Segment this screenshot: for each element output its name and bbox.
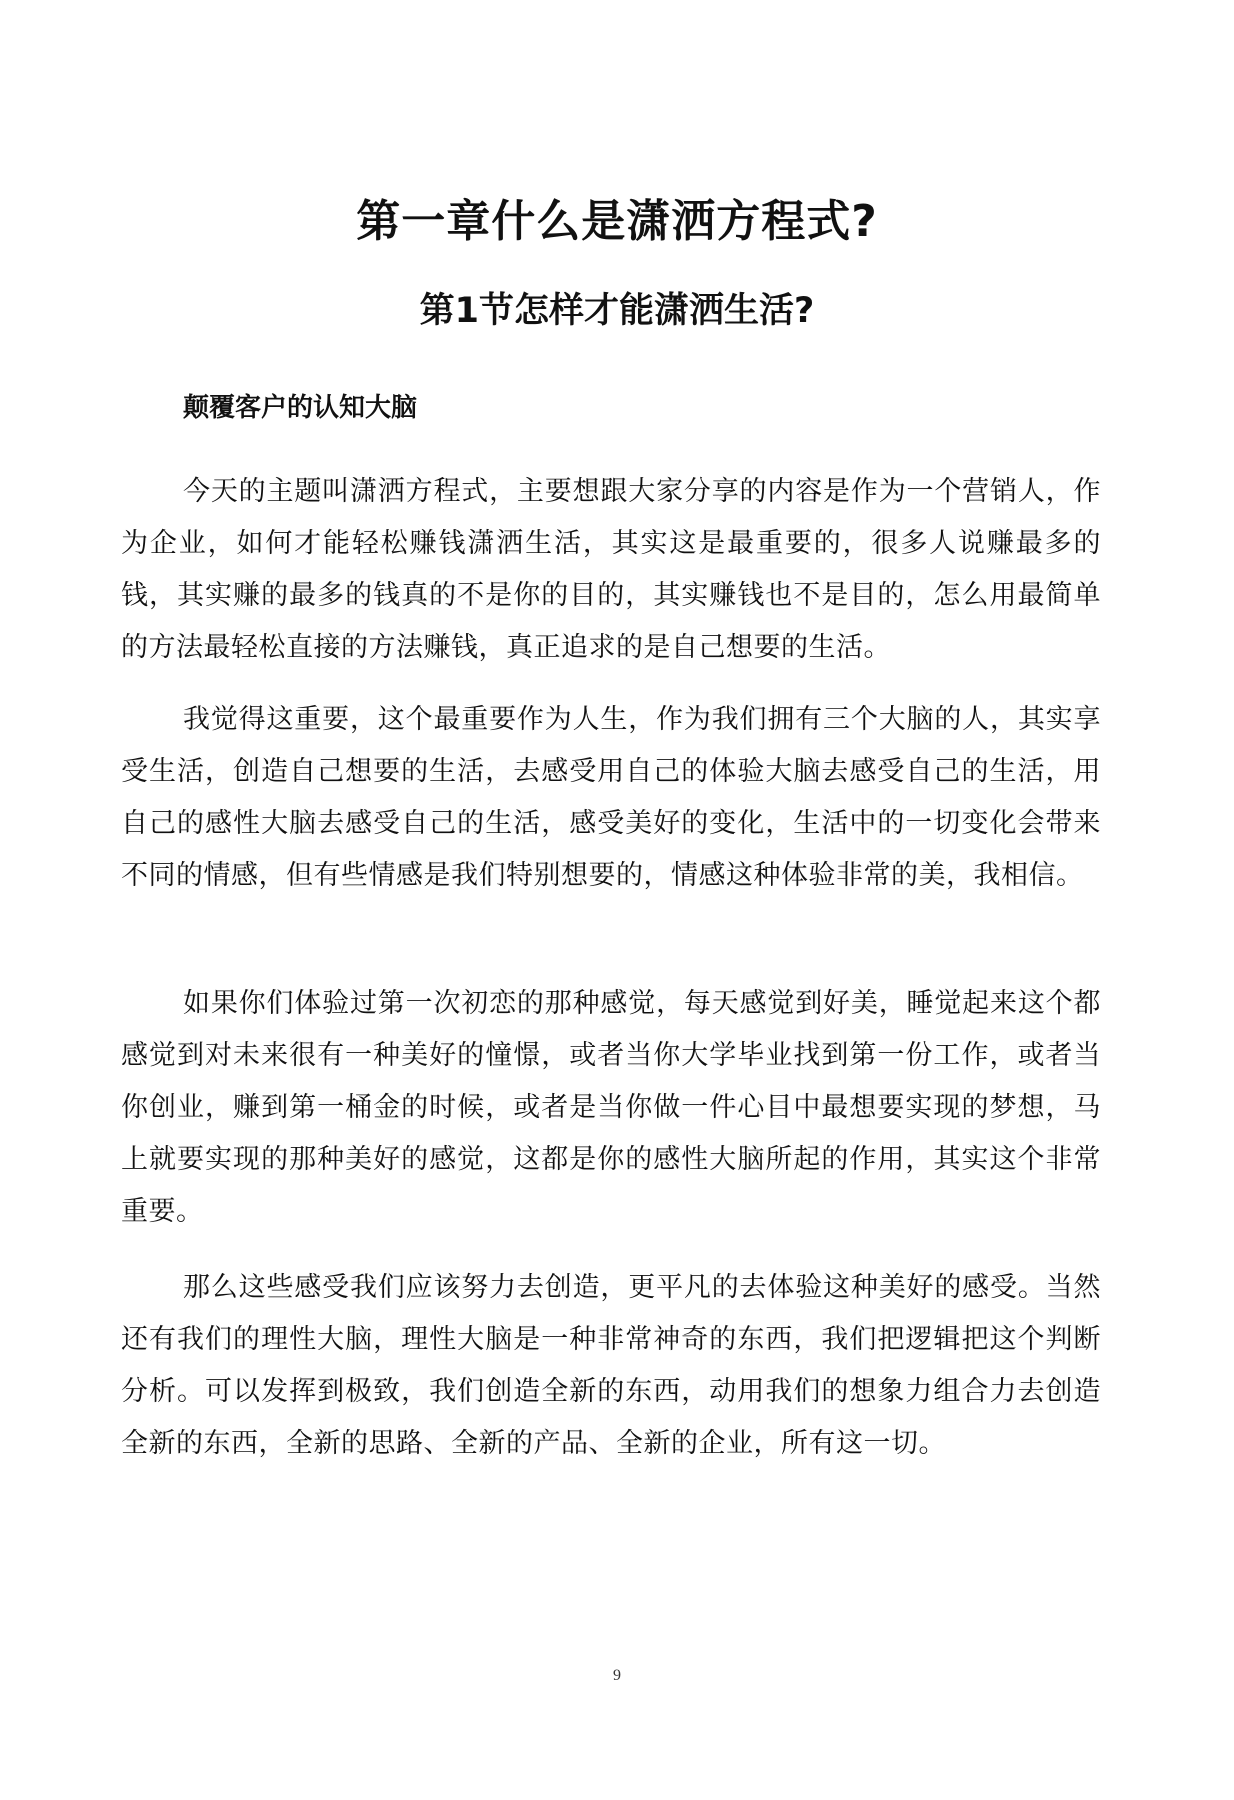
body-paragraph-1: 今天的主题叫潇洒方程式，主要想跟大家分享的内容是作为一个营销人，作为企业，如何才能轻松赚钱潇洒生活，其实这是最重要的，很多人说赚最多的钱，其实赚的最多的钱真的不是你的目的，其实赚钱也不是目的，怎么用最简单的方法最轻松直接的方法赚钱，真正追求的是自己想要的生活。 <box>121 476 1101 663</box>
body-paragraph-3: 如果你们体验过第一次初恋的那种感觉，每天感觉到好美，睡觉起来这个都感觉到对未来很有一种美好的憧憬，或者当你大学毕业找到第一份工作，或者当你创业，赚到第一桶金的时候，或者是当你做一件心目中最想要实现的梦想，马上就要实现的那种美好的感觉，这都是你的感性大脑所起的作用，其实这个非常重要。 <box>121 988 1101 1227</box>
subheading: 颠覆客户的认知大脑 <box>183 393 418 423</box>
chapter-title: 第一章什么是潇洒方程式? <box>356 196 878 247</box>
page-number: 9 <box>613 1667 621 1684</box>
body-paragraph-2: 我觉得这重要，这个最重要作为人生，作为我们拥有三个大脑的人，其实享受生活，创造自己想要的生活，去感受用自己的体验大脑去感受自己的生活，用自己的感性大脑去感受自己的生活，感受美好的变化，生活中的一切变化会带来不同的情感，但有些情感是我们特别想要的，情感这种体验非常的美，我相信。 <box>121 704 1101 891</box>
section-title: 第1节怎样才能潇洒生活? <box>419 291 815 331</box>
body-paragraph-4: 那么这些感受我们应该努力去创造，更平凡的去体验这种美好的感受。当然还有我们的理性大脑，理性大脑是一种非常神奇的东西，我们把逻辑把这个判断分析。可以发挥到极致，我们创造全新的东西，动用我们的想象力组合力去创造全新的东西，全新的思路、全新的产品、全新的企业，所有这一切。 <box>121 1272 1101 1459</box>
